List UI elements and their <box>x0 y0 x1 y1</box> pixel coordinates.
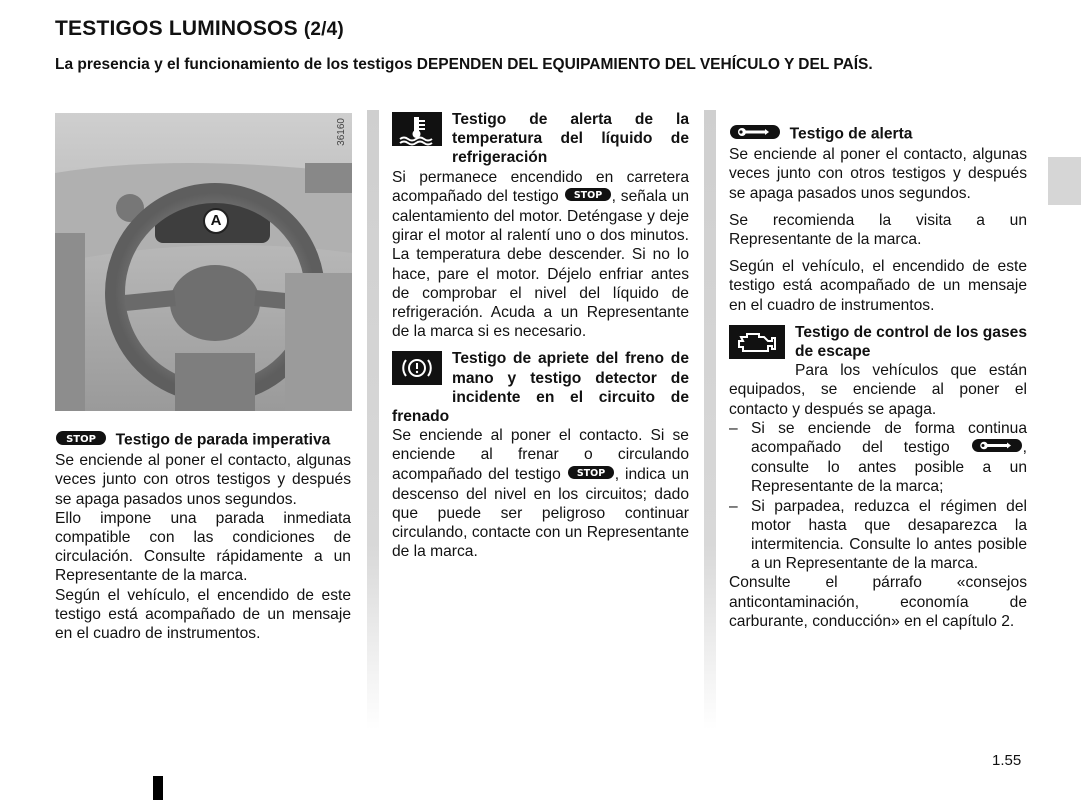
exhaust-list <box>729 419 1027 574</box>
service-warning-text-1: Se enciende al poner el contacto, algunas veces junto con otros testigos y después se apaga pasados unos segundos. <box>729 146 1027 202</box>
stop-warning-icon <box>55 430 107 451</box>
column-1 <box>55 430 351 643</box>
brake-warning-text-a: Se enciende al poner el contacto. Si se enciende al frenar o circulando acompañado del testigo <box>392 427 689 483</box>
svg-text:STOP: STOP <box>573 189 602 201</box>
exhaust-reference-text: Consulte el párrafo «consejos anticontaminación, economía de carburante, conducción» en el capítulo 2. <box>729 574 1027 630</box>
stop-warning-icon <box>564 187 612 207</box>
brake-warning-icon <box>392 351 442 390</box>
engine-icon <box>729 325 785 364</box>
column-divider <box>367 110 379 730</box>
page-number: 1.55 <box>992 752 1022 769</box>
wrench-icon <box>971 438 1023 458</box>
dashboard-photo <box>55 113 352 411</box>
stop-warning-icon <box>567 465 615 485</box>
stop-warning-text-2: Ello impone una parada inmediata compatible con las condiciones de circulación. Consulte rápidamente a un Representante de la marca. <box>55 509 351 585</box>
exhaust-warning-text: Para los vehículos que están equipados, se enciende al poner el contacto y después se apaga. <box>729 362 1027 418</box>
service-warning-text-3: Según el vehículo, el encendido de este testigo está acompañado de un mensaje en el cuadro de instrumentos. <box>729 258 1027 314</box>
stop-warning-title: Testigo de parada imperativa <box>115 431 331 449</box>
column-2 <box>392 110 689 562</box>
callout-marker-a: A <box>203 208 229 234</box>
brake-warning-text-b: , indica un descenso del nivel en los circuitos; dado que puede ser peligroso continuar circulando, contacte con un Representante de la marca. <box>392 465 689 561</box>
exhaust-warning-title: Testigo de control de los gases de escape <box>795 323 1027 361</box>
svg-text:STOP: STOP <box>576 467 605 479</box>
title-suffix: (2/4) <box>303 19 344 40</box>
svg-text:STOP: STOP <box>66 434 96 445</box>
stop-warning-text-1: Se enciende al poner el contacto, algunas veces junto con otros testigos y después se apaga pasados unos segundos. <box>55 452 351 508</box>
figure-number: 36160 <box>336 118 347 146</box>
brake-warning-title: Testigo de apriete del freno de mano y testigo detector de incidente en el circuito de frenado <box>392 350 689 426</box>
coolant-temperature-icon <box>392 112 442 151</box>
section-tab <box>1048 157 1081 205</box>
page-title: TESTIGOS LUMINOSOS (2/4) <box>55 17 344 40</box>
column-3 <box>729 124 1027 631</box>
coolant-warning-title: Testigo de alerta de la temperatura del líquido de refrigeración <box>452 111 689 167</box>
stop-warning-text-3: Según el vehículo, el encendido de este testigo está acompañado de un mensaje en el cuadro de instrumentos. <box>55 586 351 643</box>
print-mark <box>153 776 163 800</box>
coolant-warning-text-b: , señala un calentamiento del motor. Deténgase y deje girar el motor al ralentí uno o dos minutos. La temperatura debe descender. Si no lo hace, pare el motor. Déjelo enfriar antes de comprobar el nivel del líquido de refrigeración. Acuda a un Representante de la marca si es necesario. <box>392 188 689 341</box>
service-warning-text-2: Se recomienda la visita a un Representante de la marca. <box>729 211 1027 249</box>
list-item: – Si se enciende de forma continua acompañado del testigo , consulte lo antes posible a un Representante de la marca; <box>729 419 1027 497</box>
wrench-icon <box>729 124 781 145</box>
coolant-warning-text-a: Si permanece encendido en carretera acompañado del testigo <box>392 168 689 206</box>
list-item: – Si parpadea, reduzca el régimen del motor hasta que desaparezca la intermitencia. Consulte lo antes posible a un Representante de la marca. <box>729 497 1027 574</box>
service-warning-title: Testigo de alerta <box>789 125 913 143</box>
page-subtitle: La presencia y el funcionamiento de los testigos DEPENDEN DEL EQUIPAMIENTO DEL VEHÍCULO Y DEL PAÍS. <box>55 56 873 73</box>
column-divider <box>704 110 716 730</box>
